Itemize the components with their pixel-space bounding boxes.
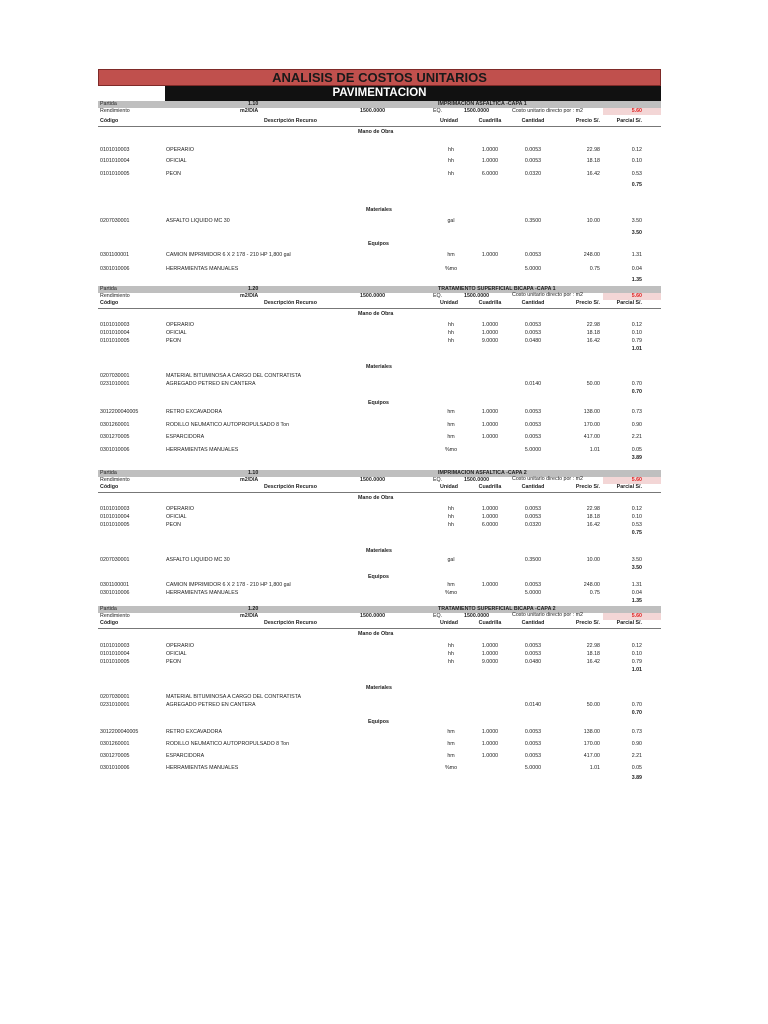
resource-parcial: 0.10 [631, 158, 642, 164]
resource-parcial: 1.31 [631, 582, 642, 588]
resource-cantidad: 0.0053 [524, 434, 542, 440]
header-cantidad: Cantidad [521, 620, 545, 626]
resource-precio: 10.00 [586, 218, 600, 224]
costo-unitario-label: Costo unitario directo por : m2 [512, 292, 583, 298]
resource-parcial: 0.73 [631, 409, 642, 415]
partida-label: Partida [100, 470, 117, 476]
resource-code: 0101010005 [100, 522, 130, 528]
resource-cantidad: 0.0053 [524, 330, 542, 336]
resource-code: 0231010001 [100, 381, 130, 387]
resource-cuadrilla: 1.0000 [481, 330, 499, 336]
resource-cantidad: 0.0140 [524, 381, 542, 387]
header-cantidad: Cantidad [521, 484, 545, 490]
resource-description: ESPARCIDORA [166, 753, 205, 759]
resource-unit: hh [448, 522, 454, 528]
resource-cantidad: 0.0053 [524, 582, 542, 588]
resource-cuadrilla: 1.0000 [481, 434, 499, 440]
resource-parcial: 0.05 [631, 765, 642, 771]
resource-code: 0301260001 [100, 422, 130, 428]
eq-value: 1500.0000 [464, 108, 490, 114]
resource-precio: 16.42 [586, 659, 600, 665]
resource-cantidad: 0.0053 [524, 409, 542, 415]
resource-description: OFICIAL [166, 158, 187, 164]
header-cuadrilla: Cuadrilla [478, 300, 502, 306]
header-descripcion: Descripción Recurso [264, 484, 317, 490]
resource-cuadrilla: 1.0000 [481, 422, 499, 428]
subtitle-left-gap [98, 86, 165, 101]
resource-cuadrilla: 1.0000 [481, 158, 499, 164]
resource-unit: %mo [444, 266, 458, 272]
resource-precio: 18.18 [586, 514, 600, 520]
eq-value: 1500.0000 [464, 293, 490, 299]
resource-precio: 50.00 [586, 381, 600, 387]
resource-code: 0101010004 [100, 158, 130, 164]
resource-precio: 18.18 [586, 158, 600, 164]
group-materiales: Materiales [366, 207, 392, 213]
resource-unit: hh [448, 330, 454, 336]
partida-name: TRATAMIENTO SUPERFICIAL BICAPA -CAPA 2 [438, 606, 556, 612]
costo-unitario-label: Costo unitario directo por : m2 [512, 108, 583, 114]
costo-unitario-value: 5.60 [631, 293, 642, 299]
resource-unit: gal [447, 218, 455, 224]
subtotal: 0.75 [631, 182, 642, 188]
resource-code: 0101010005 [100, 171, 130, 177]
resource-description: CAMION IMPRIMIDOR 6 X 2 178 - 210 HP 1,800 gal [166, 582, 291, 588]
resource-cuadrilla: 1.0000 [481, 506, 499, 512]
resource-code: 0301270005 [100, 434, 130, 440]
resource-code: 0301100001 [100, 582, 130, 588]
cost-analysis-sheet [98, 69, 661, 789]
resource-unit: hh [448, 338, 454, 344]
resource-unit: hh [448, 514, 454, 520]
header-precio: Precio S/. [575, 118, 600, 124]
resource-precio: 170.00 [583, 741, 600, 747]
rendimiento-value: 1500.0000 [360, 108, 386, 114]
resource-unit: hm [447, 753, 455, 759]
eq-label: EQ. [433, 613, 443, 619]
resource-parcial: 0.04 [631, 590, 642, 596]
resource-precio: 1.01 [589, 447, 600, 453]
subtotal: 1.01 [631, 346, 642, 352]
header-divider [98, 308, 661, 309]
header-cuadrilla: Cuadrilla [478, 484, 502, 490]
resource-code: 0101010003 [100, 506, 130, 512]
header-unidad: Unidad [440, 118, 458, 124]
resource-cuadrilla: 9.0000 [481, 659, 499, 665]
partida-label: Partida [100, 286, 117, 292]
resource-cantidad: 0.0480 [524, 659, 542, 665]
resource-precio: 16.42 [586, 338, 600, 344]
resource-unit: hh [448, 158, 454, 164]
partida-number: 1.20 [248, 606, 259, 612]
resource-cantidad: 0.0053 [524, 514, 542, 520]
resource-description: OPERARIO [166, 506, 194, 512]
subtotal: 3.50 [631, 230, 642, 236]
header-parcial: Parcial S/. [616, 118, 642, 124]
resource-code: 0101010003 [100, 643, 130, 649]
group-mano-de-obra: Mano de Obra [358, 311, 394, 317]
resource-unit: hm [447, 434, 455, 440]
resource-unit: gal [447, 557, 455, 563]
resource-cantidad: 0.0480 [524, 338, 542, 344]
resource-parcial: 1.31 [631, 252, 642, 258]
resource-parcial: 0.73 [631, 729, 642, 735]
group-materiales: Materiales [366, 364, 392, 370]
subtotal: 3.89 [631, 455, 642, 461]
resource-code: 0101010005 [100, 659, 130, 665]
header-codigo: Código [100, 620, 119, 626]
resource-description: PEON [166, 338, 182, 344]
group-equipos: Equipos [368, 574, 389, 580]
eq-label: EQ. [433, 477, 443, 483]
header-divider [98, 628, 661, 629]
resource-description: OPERARIO [166, 643, 194, 649]
resource-description: CAMION IMPRIMIDOR 6 X 2 178 - 210 HP 1,800 gal [166, 252, 291, 258]
resource-unit: hm [447, 741, 455, 747]
subtotal: 0.70 [631, 389, 642, 395]
resource-cantidad: 0.0320 [524, 522, 542, 528]
partida-label: Partida [100, 101, 117, 107]
header-divider [98, 126, 661, 127]
resource-parcial: 0.90 [631, 422, 642, 428]
resource-cuadrilla: 1.0000 [481, 729, 499, 735]
partida-number: 1.10 [248, 101, 259, 107]
resource-cantidad: 5.0000 [524, 765, 542, 771]
costo-unitario-label: Costo unitario directo por : m2 [512, 476, 583, 482]
resource-cantidad: 0.0320 [524, 171, 542, 177]
resource-description: HERRAMIENTAS MANUALES [166, 590, 239, 596]
resource-precio: 22.98 [586, 643, 600, 649]
resource-code: 3012200040005 [100, 729, 139, 735]
resource-description: OPERARIO [166, 322, 194, 328]
resource-cantidad: 0.3500 [524, 557, 542, 563]
resource-cantidad: 0.0053 [524, 422, 542, 428]
resource-description: OPERARIO [166, 147, 194, 153]
header-divider [98, 492, 661, 493]
group-materiales: Materiales [366, 685, 392, 691]
resource-unit: hm [447, 252, 455, 258]
resource-parcial: 0.53 [631, 171, 642, 177]
resource-precio: 18.18 [586, 330, 600, 336]
resource-unit: hm [447, 422, 455, 428]
partida-number: 1.10 [248, 470, 259, 476]
rendimiento-value: 1500.0000 [360, 613, 386, 619]
resource-description: RETRO EXCAVADORA [166, 409, 223, 415]
header-precio: Precio S/. [575, 484, 600, 490]
resource-description: OFICIAL [166, 651, 187, 657]
resource-parcial: 0.10 [631, 514, 642, 520]
resource-parcial: 0.53 [631, 522, 642, 528]
resource-unit: %mo [444, 765, 458, 771]
resource-unit: hh [448, 171, 454, 177]
resource-cuadrilla: 1.0000 [481, 753, 499, 759]
resource-parcial: 0.79 [631, 659, 642, 665]
resource-parcial: 0.12 [631, 322, 642, 328]
header-parcial: Parcial S/. [616, 484, 642, 490]
header-cantidad: Cantidad [521, 118, 545, 124]
resource-precio: 248.00 [583, 582, 600, 588]
header-unidad: Unidad [440, 300, 458, 306]
resource-precio: 0.75 [589, 266, 600, 272]
resource-code: 0207030001 [100, 694, 130, 700]
group-mano-de-obra: Mano de Obra [358, 495, 394, 501]
group-mano-de-obra: Mano de Obra [358, 129, 394, 135]
rendimiento-unit: m2/DIA [240, 477, 259, 483]
header-descripcion: Descripción Recurso [264, 118, 317, 124]
rendimiento-value: 1500.0000 [360, 477, 386, 483]
resource-code: 0101010005 [100, 338, 130, 344]
rendimiento-label: Rendimiento [100, 613, 130, 619]
page-subtitle-bar [98, 86, 661, 101]
rendimiento-label: Rendimiento [100, 477, 130, 483]
resource-description: HERRAMIENTAS MANUALES [166, 447, 239, 453]
resource-cuadrilla: 6.0000 [481, 522, 499, 528]
subtotal: 1.35 [631, 277, 642, 283]
costo-unitario-value: 5.60 [631, 108, 642, 114]
resource-code: 0301270005 [100, 753, 130, 759]
resource-parcial: 0.70 [631, 702, 642, 708]
resource-description: PEON [166, 522, 182, 528]
resource-cantidad: 0.0053 [524, 322, 542, 328]
resource-unit: %mo [444, 447, 458, 453]
resource-precio: 50.00 [586, 702, 600, 708]
resource-parcial: 0.12 [631, 147, 642, 153]
resource-cantidad: 5.0000 [524, 266, 542, 272]
resource-precio: 417.00 [583, 434, 600, 440]
subtotal: 0.70 [631, 710, 642, 716]
group-mano-de-obra: Mano de Obra [358, 631, 394, 637]
resource-precio: 170.00 [583, 422, 600, 428]
resource-unit: hh [448, 659, 454, 665]
resource-description: RODILLO NEUMATICO AUTOPROPULSADO 8 Ton [166, 422, 290, 428]
header-precio: Precio S/. [575, 300, 600, 306]
header-codigo: Código [100, 484, 119, 490]
resource-code: 0207030001 [100, 218, 130, 224]
eq-label: EQ. [433, 293, 443, 299]
group-materiales: Materiales [366, 548, 392, 554]
resource-precio: 16.42 [586, 171, 600, 177]
group-equipos: Equipos [368, 241, 389, 247]
rendimiento-label: Rendimiento [100, 108, 130, 114]
eq-value: 1500.0000 [464, 613, 490, 619]
resource-cuadrilla: 9.0000 [481, 338, 499, 344]
resource-code: 0101010003 [100, 322, 130, 328]
resource-cantidad: 0.3500 [524, 218, 542, 224]
resource-cantidad: 5.0000 [524, 590, 542, 596]
partida-band [98, 101, 661, 108]
header-parcial: Parcial S/. [616, 300, 642, 306]
resource-description: ASFALTO LIQUIDO MC 30 [166, 218, 230, 224]
resource-cantidad: 0.0053 [524, 158, 542, 164]
resource-cantidad: 0.0053 [524, 753, 542, 759]
resource-cantidad: 0.0053 [524, 643, 542, 649]
resource-parcial: 0.12 [631, 643, 642, 649]
resource-description: ASFALTO LIQUIDO MC 30 [166, 557, 230, 563]
resource-precio: 16.42 [586, 522, 600, 528]
resource-description: PEON [166, 659, 182, 665]
header-unidad: Unidad [440, 484, 458, 490]
header-descripcion: Descripción Recurso [264, 300, 317, 306]
resource-description: PEON [166, 171, 182, 177]
subtotal: 3.89 [631, 775, 642, 781]
group-equipos: Equipos [368, 400, 389, 406]
resource-description: OFICIAL [166, 514, 187, 520]
resource-description: AGREGADO PETREO EN CANTERA [166, 381, 256, 387]
resource-cantidad: 0.0053 [524, 741, 542, 747]
resource-description: MATERIAL BITUMINOSA A CARGO DEL CONTRATISTA [166, 694, 301, 700]
resource-parcial: 0.10 [631, 651, 642, 657]
page-subtitle: PAVIMENTACION [332, 87, 427, 99]
group-equipos: Equipos [368, 719, 389, 725]
resource-description: AGREGADO PETREO EN CANTERA [166, 702, 256, 708]
resource-parcial: 0.70 [631, 381, 642, 387]
resource-unit: hm [447, 729, 455, 735]
resource-cuadrilla: 1.0000 [481, 147, 499, 153]
resource-cuadrilla: 1.0000 [481, 651, 499, 657]
resource-code: 0207030001 [100, 373, 130, 379]
resource-unit: hh [448, 147, 454, 153]
resource-precio: 1.01 [589, 765, 600, 771]
resource-precio: 22.98 [586, 322, 600, 328]
header-unidad: Unidad [440, 620, 458, 626]
resource-cantidad: 0.0140 [524, 702, 542, 708]
resource-precio: 22.98 [586, 506, 600, 512]
costo-unitario-label: Costo unitario directo por : m2 [512, 612, 583, 618]
resource-description: MATERIAL BITUMINOSA A CARGO DEL CONTRATISTA [166, 373, 301, 379]
header-cantidad: Cantidad [521, 300, 545, 306]
resource-precio: 417.00 [583, 753, 600, 759]
resource-cuadrilla: 1.0000 [481, 582, 499, 588]
subtotal: 3.50 [631, 565, 642, 571]
resource-parcial: 2.21 [631, 434, 642, 440]
resource-code: 0101010004 [100, 330, 130, 336]
resource-code: 0301260001 [100, 741, 130, 747]
resource-precio: 18.18 [586, 651, 600, 657]
resource-parcial: 0.10 [631, 330, 642, 336]
resource-code: 0207030001 [100, 557, 130, 563]
resource-cantidad: 0.0053 [524, 651, 542, 657]
costo-unitario-value: 5.60 [631, 613, 642, 619]
resource-description: HERRAMIENTAS MANUALES [166, 765, 239, 771]
resource-precio: 0.75 [589, 590, 600, 596]
resource-cantidad: 0.0053 [524, 506, 542, 512]
resource-precio: 138.00 [583, 729, 600, 735]
rendimiento-unit: m2/DIA [240, 108, 259, 114]
rendimiento-value: 1500.0000 [360, 293, 386, 299]
resource-description: OFICIAL [166, 330, 187, 336]
resource-cuadrilla: 1.0000 [481, 514, 499, 520]
resource-cuadrilla: 1.0000 [481, 252, 499, 258]
rendimiento-label: Rendimiento [100, 293, 130, 299]
resource-unit: hm [447, 409, 455, 415]
header-descripcion: Descripción Recurso [264, 620, 317, 626]
resource-code: 0231010001 [100, 702, 130, 708]
resource-cuadrilla: 6.0000 [481, 171, 499, 177]
resource-code: 0101010004 [100, 514, 130, 520]
resource-cuadrilla: 1.0000 [481, 643, 499, 649]
resource-code: 0301010006 [100, 765, 130, 771]
header-cuadrilla: Cuadrilla [478, 118, 502, 124]
partida-number: 1.20 [248, 286, 259, 292]
resource-cantidad: 0.0053 [524, 252, 542, 258]
resource-description: HERRAMIENTAS MANUALES [166, 266, 239, 272]
resource-cuadrilla: 1.0000 [481, 322, 499, 328]
resource-code: 3012200040005 [100, 409, 139, 415]
resource-unit: hh [448, 322, 454, 328]
partida-label: Partida [100, 606, 117, 612]
subtotal: 0.75 [631, 530, 642, 536]
rendimiento-unit: m2/DIA [240, 293, 259, 299]
resource-parcial: 2.21 [631, 753, 642, 759]
eq-value: 1500.0000 [464, 477, 490, 483]
resource-cantidad: 5.0000 [524, 447, 542, 453]
resource-code: 0301010006 [100, 590, 130, 596]
resource-parcial: 0.04 [631, 266, 642, 272]
resource-code: 0101010004 [100, 651, 130, 657]
resource-description: ESPARCIDORA [166, 434, 205, 440]
header-parcial: Parcial S/. [616, 620, 642, 626]
resource-code: 0101010003 [100, 147, 130, 153]
resource-parcial: 0.90 [631, 741, 642, 747]
resource-unit: hh [448, 651, 454, 657]
costo-unitario-value: 5.60 [631, 477, 642, 483]
rendimiento-unit: m2/DIA [240, 613, 259, 619]
header-cuadrilla: Cuadrilla [478, 620, 502, 626]
subtotal: 1.01 [631, 667, 642, 673]
resource-precio: 10.00 [586, 557, 600, 563]
resource-unit: hm [447, 582, 455, 588]
resource-cuadrilla: 1.0000 [481, 741, 499, 747]
resource-precio: 248.00 [583, 252, 600, 258]
partida-name: IMPRIMACION ASFALTICA -CAPA 1 [438, 101, 527, 107]
resource-parcial: 3.50 [631, 557, 642, 563]
resource-description: RODILLO NEUMATICO AUTOPROPULSADO 8 Ton [166, 741, 290, 747]
resource-precio: 138.00 [583, 409, 600, 415]
page-title: ANALISIS DE COSTOS UNITARIOS [98, 69, 661, 86]
header-precio: Precio S/. [575, 620, 600, 626]
subtotal: 1.35 [631, 598, 642, 604]
resource-precio: 22.98 [586, 147, 600, 153]
resource-parcial: 0.12 [631, 506, 642, 512]
resource-parcial: 0.79 [631, 338, 642, 344]
eq-label: EQ. [433, 108, 443, 114]
resource-parcial: 3.50 [631, 218, 642, 224]
resource-cantidad: 0.0053 [524, 147, 542, 153]
resource-code: 0301010006 [100, 266, 130, 272]
resource-cantidad: 0.0053 [524, 729, 542, 735]
header-codigo: Código [100, 300, 119, 306]
resource-unit: %mo [444, 590, 458, 596]
partida-name: TRATAMIENTO SUPERFICIAL BICAPA -CAPA 1 [438, 286, 556, 292]
resource-cuadrilla: 1.0000 [481, 409, 499, 415]
resource-unit: hh [448, 506, 454, 512]
resource-code: 0301100001 [100, 252, 130, 258]
partida-name: IMPRIMACION ASFALTICA -CAPA 2 [438, 470, 527, 476]
resource-parcial: 0.05 [631, 447, 642, 453]
resource-description: RETRO EXCAVADORA [166, 729, 223, 735]
resource-code: 0301010006 [100, 447, 130, 453]
resource-unit: hh [448, 643, 454, 649]
header-codigo: Código [100, 118, 119, 124]
